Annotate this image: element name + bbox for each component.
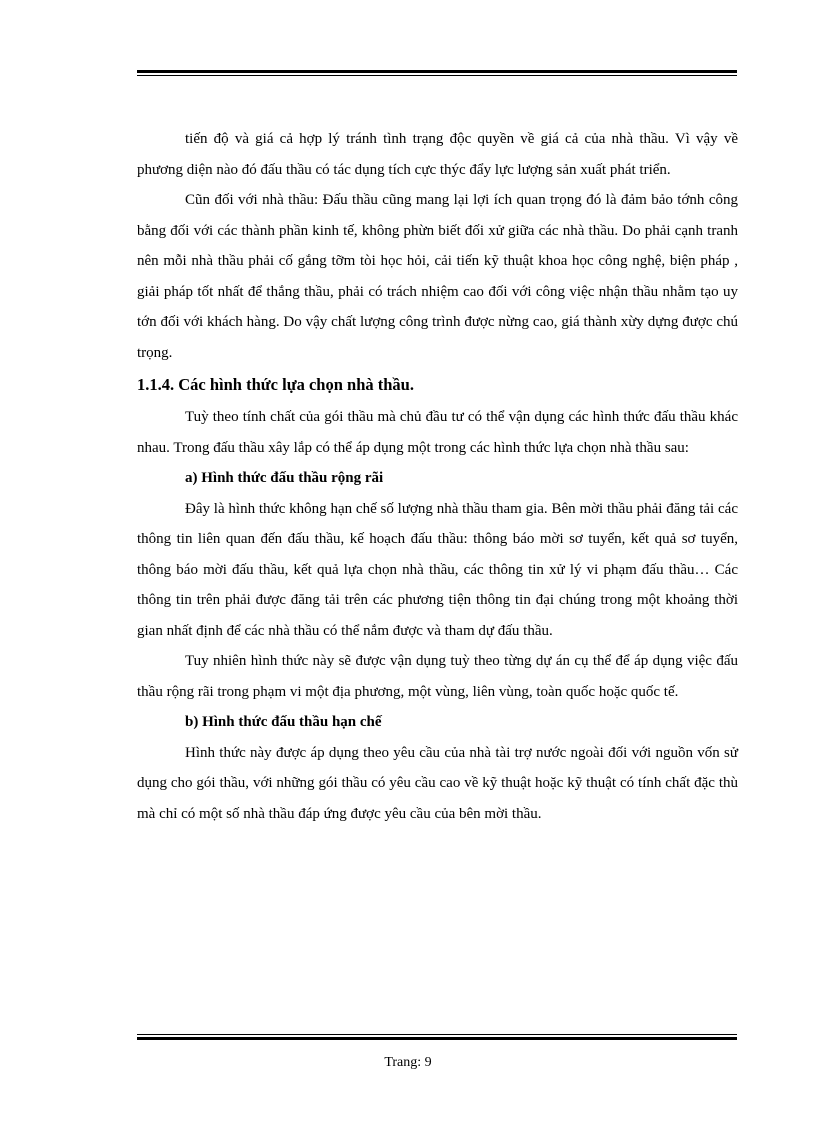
header-rule xyxy=(137,70,737,76)
paragraph: Hình thức này được áp dụng theo yêu cầu của nhà tài trợ nước ngoài đối với nguồn vốn sử dụng cho gói thầu, với những gói thầu có yêu cầu cao về kỹ thuật hoặc kỹ thuật có tính chất đặc thù mà chỉ có một số nhà thầu đáp ứng được yêu cầu của bên mời thầu. xyxy=(137,744,738,822)
section-heading: 1.1.4. Các hình thức lựa chọn nhà thầu. xyxy=(137,375,414,394)
page-number: Trang: 9 xyxy=(384,1055,432,1070)
paragraph: Đây là hình thức không hạn chế số lượng nhà thầu tham gia. Bên mời thầu phải đăng tải các thông tin liên quan đến đấu thầu, kế hoạch đấu thầu: thông báo mời sơ tuyển, kết quả sơ tuyển, thông báo mời đấu thầu, kết quả lựa chọn nhà thầu, các thông tin xử lý vi phạm đấu thầu… Các thông tin trên phải được đăng tải trên các phương tiện thông tin đại chúng trong một khoảng thời gian nhất định để các nhà thầu có thể nắm được và tham dự đấu thầu. xyxy=(137,500,738,639)
paragraph: Tuy nhiên hình thức này sẽ được vận dụng tuỳ theo từng dự án cụ thể để áp dụng việc đấu thầu rộng rãi trong phạm vi một địa phương, một vùng, liên vùng, toàn quốc hoặc quốc tế. xyxy=(137,653,738,700)
subsection-title-a: a) Hình thức đấu thầu rộng rãi xyxy=(185,470,384,486)
paragraph: tiến độ và giá cả hợp lý tránh tình trạng độc quyền về giá cả của nhà thầu. Vì vậy về phương diện nào đó đấu thầu có tác dụng tích cực thýc đẩy lực lượng sản xuất phát triển. xyxy=(137,131,738,178)
footer-rule xyxy=(137,1034,737,1040)
paragraph: Tuỳ theo tính chất của gói thầu mà chủ đầu tư có thể vận dụng các hình thức đấu thầu khác nhau. Trong đấu thầu xây lắp có thể áp dụng một trong các hình thức lựa chọn nhà thầu sau: xyxy=(137,409,738,456)
page-body xyxy=(137,124,738,829)
paragraph: Cũn đối với nhà thầu: Đấu thầu cũng mang lại lợi ích quan trọng đó là đảm bảo tớnh công bằng đối với các thành phần kinh tế, không phừn biết đối xử giữa các nhà thầu. Do phải cạnh tranh nên mỗi nhà thầu phải cố gắng tỡm tòi học hỏi, cải tiến kỹ thuật khoa học công nghệ, biện pháp , giải pháp tốt nhất để thắng thầu, phải có trách nhiệm cao đối với công việc nhận thầu nhằm tạo uy tớn đối với khách hàng. Do vậy chất lượng công trình được nừng cao, giá thành xừy dựng được chú trọng. xyxy=(137,192,738,361)
subsection-title-b: b) Hình thức đấu thầu hạn chế xyxy=(185,714,382,730)
